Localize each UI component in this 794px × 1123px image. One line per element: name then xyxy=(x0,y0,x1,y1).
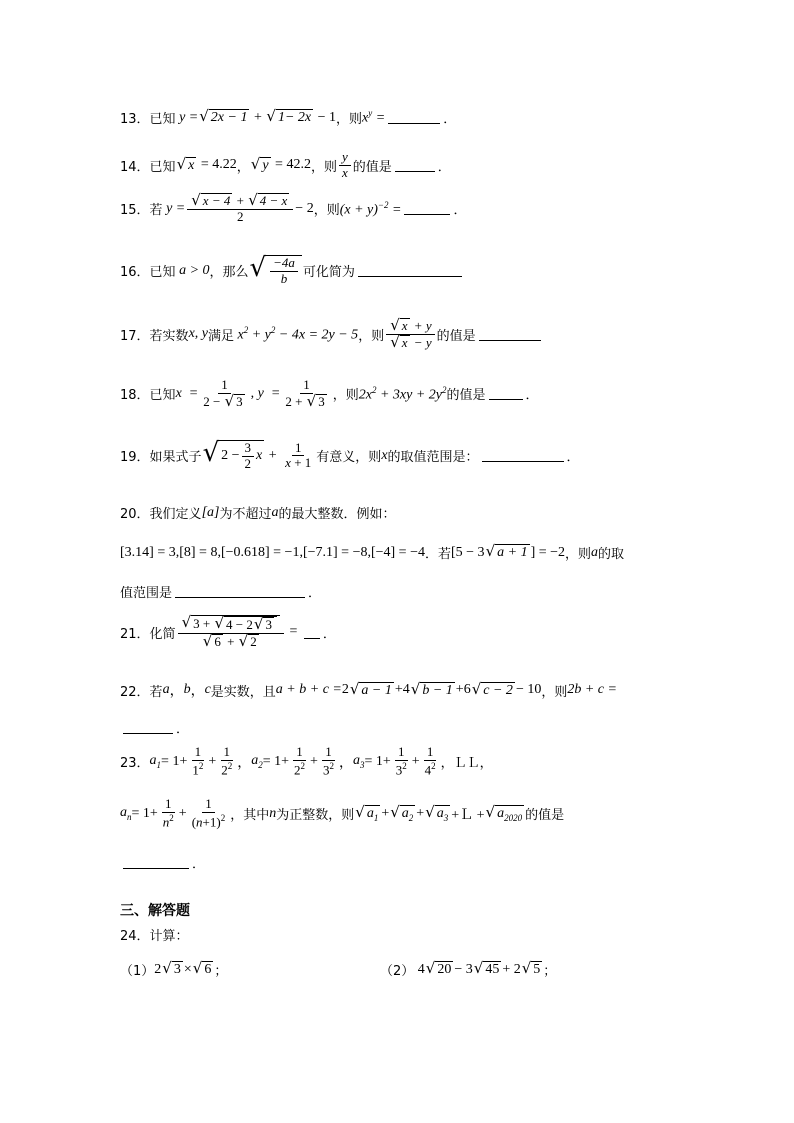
question-14: 14． 已知 √ x = 4.22 ， √ y = 42.2 ，则 $\frac{y}{x}$ 的值是 ． xyxy=(120,149,451,180)
question-18: 18． 已知 x = 1 2 − √ 3 , y = 1 2 + √ 3 ，则 $2x^2 + 3xy + 2y^2$ 的值是 ． xyxy=(120,377,539,410)
q13-formula: y = xyxy=(175,109,199,125)
question-16: 16． 已知 a > 0 ，那么 √ $\frac{-4a}{b}$ 可化简为 xyxy=(120,255,465,287)
answer-blank[interactable] xyxy=(482,449,564,462)
answer-blank[interactable] xyxy=(123,856,189,869)
question-17: 17． 若实数 x, y 满足 $x^2 + y^2 - 4x = 2y - 5$ ，则 √ x + y √ x − y 的值是 xyxy=(120,318,544,351)
answer-blank[interactable] xyxy=(388,111,440,124)
question-20: 20． 我们定义 [a] 为不超过 a 的最大整数．例如： xyxy=(120,504,396,522)
answer-blank[interactable] xyxy=(404,202,450,215)
answer-blank[interactable] xyxy=(395,159,435,172)
question-24-part2: （2） 4 √ 20 − 3 √ 45 + 2 √ 5 ； xyxy=(380,959,557,979)
question-23-line2: $a_n$ = 1+ $\frac{1}{n^2}$ + $\frac{1}{(n+1)^2}$ ，其中 n 为正整数，则 √ $a_1$ + √ $a_2$ + √ $a_3$ +Ｌ + √ $a_{2020}$ 的值是 xyxy=(120,796,565,830)
question-22-line2: ． xyxy=(120,718,189,737)
q13-number: 13． xyxy=(120,112,150,127)
question-21: 21． 化简 √ 3 + √ 4 − 2 √ 3 √ 6 + √ 2 = ． xyxy=(120,613,336,650)
answer-blank[interactable] xyxy=(479,328,541,341)
question-23: 23． $a_1$ = 1+ $\frac{1}{1^2}$ + $\frac{1}{2^2}$ ， $a_2$ = 1+ $\frac{1}{2^2}$ + $\frac{1}{3^2}$ ， $a_3$ = 1+ $\frac{1}{3^2}$ + $\frac{1}{4^2}$ ，ＬＬ， xyxy=(120,744,493,778)
question-15: 15． 若 y = √ x − 4 + √ 4 − x 2 − 2 ，则 $(x + y)^{-2}$ = ． xyxy=(120,191,467,224)
question-24-part1: （1） 2 √ 3 × √ 6 ； xyxy=(120,959,228,979)
answer-blank[interactable] xyxy=(358,264,462,277)
answer-blank[interactable] xyxy=(123,721,173,734)
question-23-line3: ． xyxy=(120,853,205,872)
question-19: 19． 如果式子 √ 2 − $\frac{3}{2}$ x + $\frac{1}{x + 1}$ 有意义，则 x 的取值范围是： ． xyxy=(120,438,580,471)
question-20-line3: 值范围是 ． xyxy=(120,586,322,601)
question-20-line2: [3.14] = 3,[8] = 8,[−0.618] = −1,[−7.1] = −8,[−4] = −4 ．若 [5 − 3 √ a + 1 ] = −2 ，则 a 的取 xyxy=(120,542,625,562)
question-22: 22． 若 a ， b ， c 是实数，且 a + b + c = 2 √ a − 1 +4 √ b − 1 +6 √ c − 2 − 10 ，则 2b + c = xyxy=(120,679,617,700)
answer-blank[interactable] xyxy=(304,626,320,639)
question-13: 13． 已知 y = √ 2x − 1 + √ 1− 2x − 1 ，则 $x^y$ = ． xyxy=(120,107,457,127)
section-title: 三、解答题 xyxy=(120,903,190,919)
answer-blank[interactable] xyxy=(175,585,305,598)
answer-blank[interactable] xyxy=(489,387,523,400)
question-24: 24． 计算： xyxy=(120,929,189,944)
